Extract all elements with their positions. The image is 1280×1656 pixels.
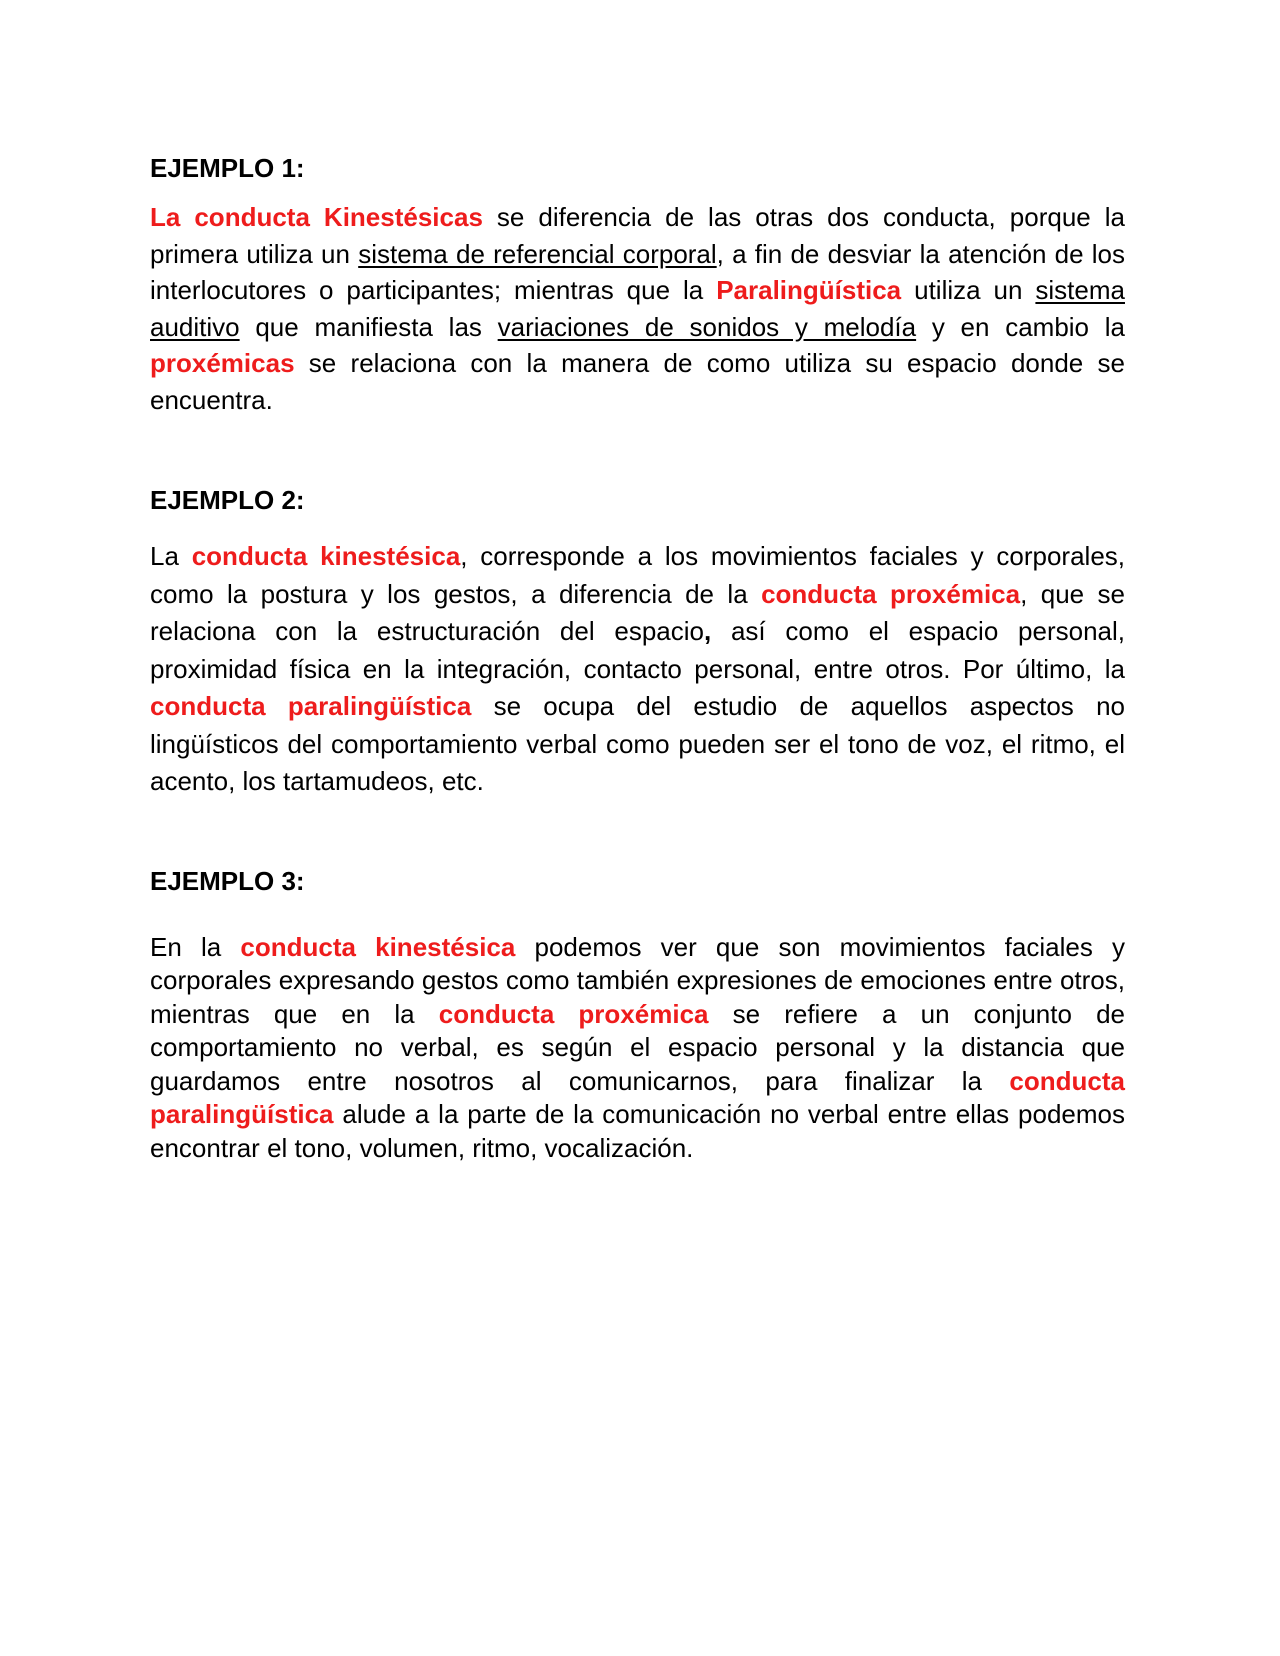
term-conducta-proxemica: conducta proxémica: [438, 998, 709, 1029]
term-conducta-proxemica: conducta proxémica: [761, 578, 1021, 609]
ejemplo-2-heading: EJEMPLO 2:: [150, 485, 305, 515]
ejemplo-1-paragraph: [150, 199, 1125, 418]
term-paralinguistica: Paralingüística: [716, 275, 902, 305]
ejemplo-2-paragraph: [150, 538, 1125, 801]
text-run: se relaciona con la manera de como utiliza su espacio donde se encuentra.: [150, 348, 1125, 415]
underlined-phrase: sistema auditivo: [150, 275, 1125, 342]
term-conducta-kinestesica: conducta kinestésica: [191, 541, 461, 571]
ejemplo-3-heading: EJEMPLO 3:: [150, 865, 305, 896]
term-proxemicas: proxémicas: [150, 348, 295, 378]
ejemplo-3-paragraph: [150, 931, 1125, 1166]
bold-comma: ,: [703, 616, 712, 646]
text-run: utiliza un: [901, 275, 1036, 305]
text-run: , que se relaciona con la estructuración del espacio: [150, 578, 1125, 646]
document-page: [150, 150, 1125, 1165]
text-run: así como el espacio personal, proximidad física en la integración, contacto personal, entre otros. Por último, la: [150, 616, 1125, 684]
text-run: La: [150, 541, 192, 571]
term-conducta-paralinguistica: conducta paralingüística: [150, 691, 472, 721]
underlined-phrase: variaciones de sonidos y melodía: [497, 311, 917, 342]
text-run: que manifiesta las: [239, 311, 498, 342]
text-run: , a fin de desviar la atención de los interlocutores o participantes; mientras que la: [150, 238, 1125, 305]
term-conducta-paralinguistica: conducta paralingüística: [150, 1065, 1125, 1129]
text-run: , corresponde a los movimientos faciales y corporales, como la postura y los gestos, a diferencia de la: [150, 541, 1125, 609]
text-run: se ocupa del estudio de aquellos aspectos no lingüísticos del comportamiento verbal como pueden ser el tono de voz, el ritmo, el acento, los tartamudeos, etc.: [150, 691, 1125, 796]
text-run: En la: [150, 931, 241, 962]
text-run: se refiere a un conjunto de comportamiento no verbal, es según el espacio personal y la distancia que guardamos entre nosotros al comunicarnos, para finalizar la: [150, 998, 1125, 1096]
text-run: alude a la parte de la comunicación no verbal entre ellas podemos encontrar el tono, volumen, ritmo, vocalización.: [150, 1099, 1125, 1163]
text-run: y en cambio la: [916, 311, 1125, 342]
underlined-phrase: sistema de referencial corporal: [358, 238, 717, 269]
text-run: se diferencia de las otras dos conducta, porque la primera utiliza un: [150, 202, 1125, 269]
text-run: podemos ver que son movimientos faciales y corporales expresando gestos como también expresiones de emociones entre otros, mientras que en la: [150, 931, 1126, 1029]
ejemplo-1-heading: EJEMPLO 1:: [150, 153, 305, 183]
term-kinestesicas: La conducta Kinestésicas: [150, 202, 483, 232]
term-conducta-kinestesica: conducta kinestésica: [240, 931, 516, 962]
